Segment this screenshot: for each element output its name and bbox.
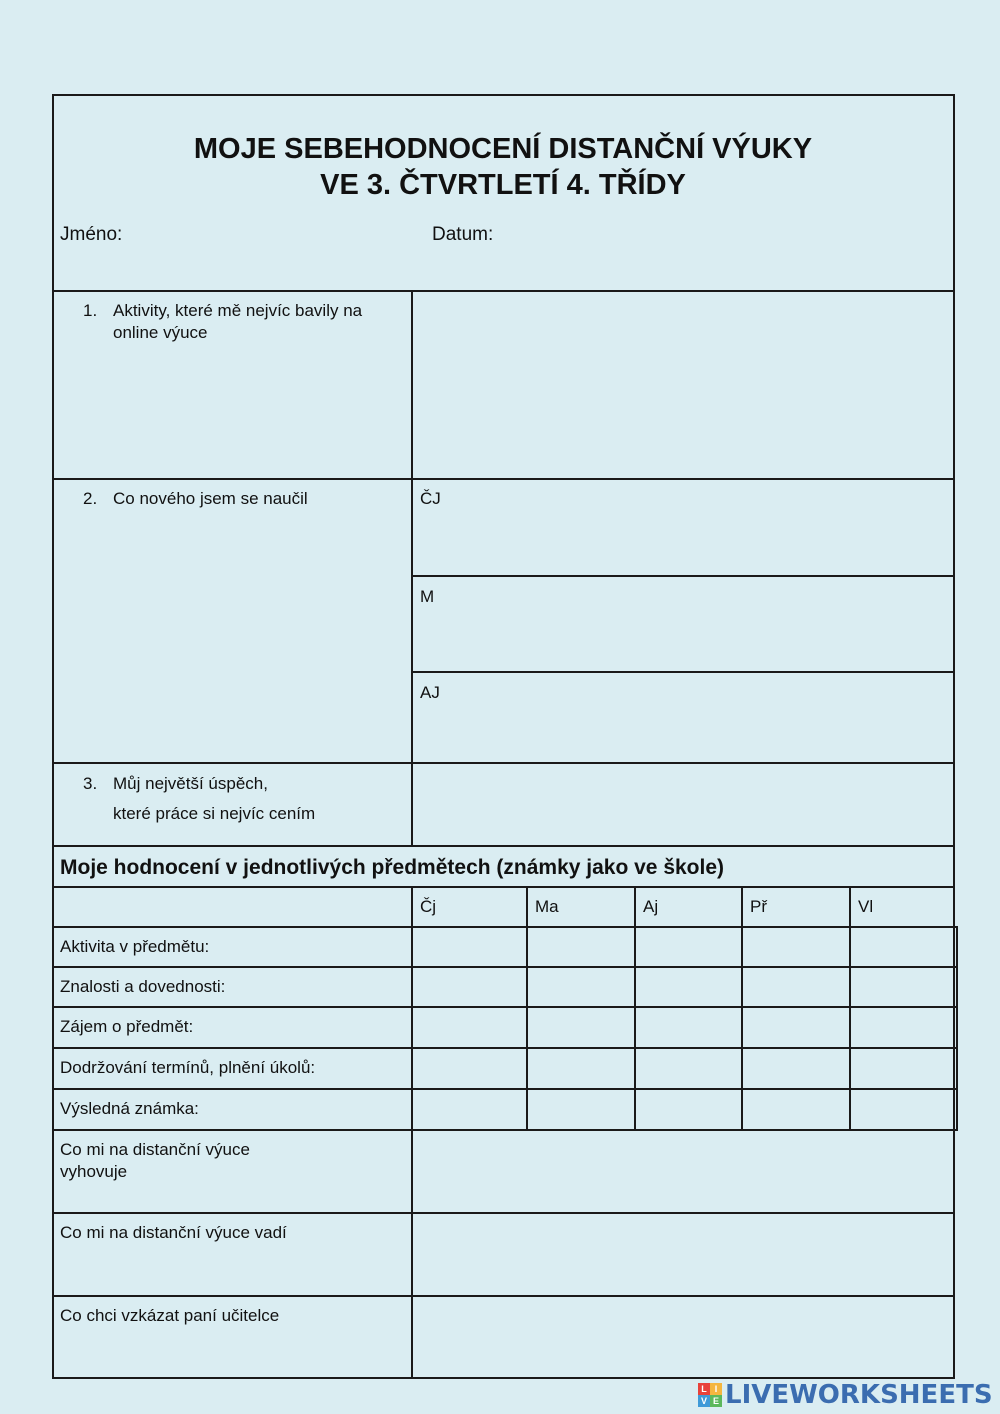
liveworksheets-icon (698, 1383, 722, 1407)
page-title-line2: VE 3. ČTVRTLETÍ 4. TŘÍDY (320, 169, 686, 201)
question-1-text-line1: Aktivity, které mě nejvíc bavily na (113, 301, 363, 320)
worksheet (52, 94, 954, 1378)
rule-grid-6 (52, 1129, 958, 1131)
liveworksheets-logo (698, 1379, 993, 1411)
answer-field-q3[interactable] (414, 765, 952, 844)
grade-cell[interactable] (636, 1090, 741, 1129)
logo-tile: E (710, 1395, 722, 1407)
grade-cell[interactable] (636, 1049, 741, 1088)
answer-field-aj[interactable] (414, 674, 952, 761)
grade-cell[interactable] (851, 1049, 956, 1088)
name-label: Jméno: (60, 224, 123, 245)
date-label: Datum: (432, 224, 494, 245)
grade-cell[interactable] (528, 1049, 634, 1088)
grade-row-label: Výsledná známka: (60, 1099, 199, 1118)
col-divider-questions (411, 290, 413, 846)
grade-cell[interactable] (528, 968, 634, 1006)
answer-field-reflection-3[interactable] (414, 1298, 952, 1376)
grade-cell[interactable] (851, 928, 956, 966)
answer-field-q1[interactable] (414, 293, 952, 477)
question-3-number: 3. (83, 774, 98, 793)
grade-row-label: Zájem o předmět: (60, 1017, 194, 1036)
subject-label-aj: AJ (420, 683, 440, 702)
rule-after-reflect1 (52, 1212, 954, 1214)
rule-after-reflect2 (52, 1295, 954, 1297)
grades-heading: Moje hodnocení v jednotlivých předmětech (známky jako ve škole) (60, 856, 725, 879)
grade-col-cj: Čj (420, 897, 437, 916)
grade-row-label: Znalosti a dovednosti: (60, 977, 226, 996)
grade-cell[interactable] (851, 968, 956, 1006)
grade-cell[interactable] (851, 1090, 956, 1129)
grade-cell[interactable] (743, 1090, 849, 1129)
grade-col-pr: Př (750, 897, 767, 916)
subject-label-cj: ČJ (420, 489, 441, 508)
reflection-1-line1: Co mi na distanční výuce (60, 1140, 250, 1159)
rule-after-heading (52, 886, 954, 888)
rule-after-q2 (52, 762, 954, 764)
question-3-text-line2: které práce si nejvíc cením (113, 804, 316, 823)
grade-cell[interactable] (413, 1008, 526, 1047)
frame-top (52, 94, 954, 96)
grade-cell[interactable] (636, 1008, 741, 1047)
grade-cell[interactable] (413, 1090, 526, 1129)
grade-cell[interactable] (743, 1049, 849, 1088)
rule-after-cj (412, 575, 954, 577)
question-2-text: Co nového jsem se naučil (113, 489, 308, 508)
question-2-number: 2. (83, 489, 98, 508)
logo-tile: L (698, 1383, 710, 1395)
page-title-line1: MOJE SEBEHODNOCENÍ DISTANČNÍ VÝUKY (193, 133, 813, 165)
rule-after-m (412, 671, 954, 673)
grade-col-ma: Ma (535, 897, 559, 916)
answer-field-cj[interactable] (414, 481, 952, 574)
grade-cell[interactable] (413, 968, 526, 1006)
answer-field-m[interactable] (414, 578, 952, 670)
grade-row-label: Dodržování termínů, plnění úkolů: (60, 1058, 316, 1077)
question-1-text-line2: online výuce (113, 323, 208, 342)
grade-cell[interactable] (851, 1008, 956, 1047)
subject-label-m: M (420, 587, 435, 606)
grade-cell[interactable] (413, 928, 526, 966)
reflection-3: Co chci vzkázat paní učitelce (60, 1306, 280, 1325)
grade-col-aj: Aj (643, 897, 659, 916)
reflection-2: Co mi na distanční výuce vadí (60, 1223, 287, 1242)
grade-cell[interactable] (743, 1008, 849, 1047)
grade-cell[interactable] (743, 968, 849, 1006)
answer-field-reflection-2[interactable] (414, 1215, 952, 1294)
frame-right (953, 94, 955, 1379)
grade-row-label: Aktivita v předmětu: (60, 937, 210, 956)
grade-cell[interactable] (636, 928, 741, 966)
rule-after-q1 (52, 478, 954, 480)
grade-cell[interactable] (413, 1049, 526, 1088)
grade-cell[interactable] (743, 928, 849, 966)
col-divider-outer (956, 926, 958, 1130)
question-1-number: 1. (83, 301, 98, 320)
rule-after-header (52, 290, 954, 292)
grade-col-vl: Vl (858, 897, 874, 916)
grade-cell[interactable] (636, 968, 741, 1006)
logo-tile: V (698, 1395, 710, 1407)
grade-cell[interactable] (528, 928, 634, 966)
grade-cell[interactable] (528, 1008, 634, 1047)
rule-after-q3 (52, 845, 954, 847)
logo-tile: I (710, 1383, 722, 1395)
grade-cell[interactable] (528, 1090, 634, 1129)
question-3-text-line1: Můj největší úspěch, (113, 774, 268, 793)
answer-field-reflection-1[interactable] (414, 1132, 952, 1211)
liveworksheets-text: LIVEWORKSHEETS (725, 1380, 993, 1410)
frame-left (52, 94, 54, 1379)
reflection-1-line2: vyhovuje (60, 1162, 128, 1181)
